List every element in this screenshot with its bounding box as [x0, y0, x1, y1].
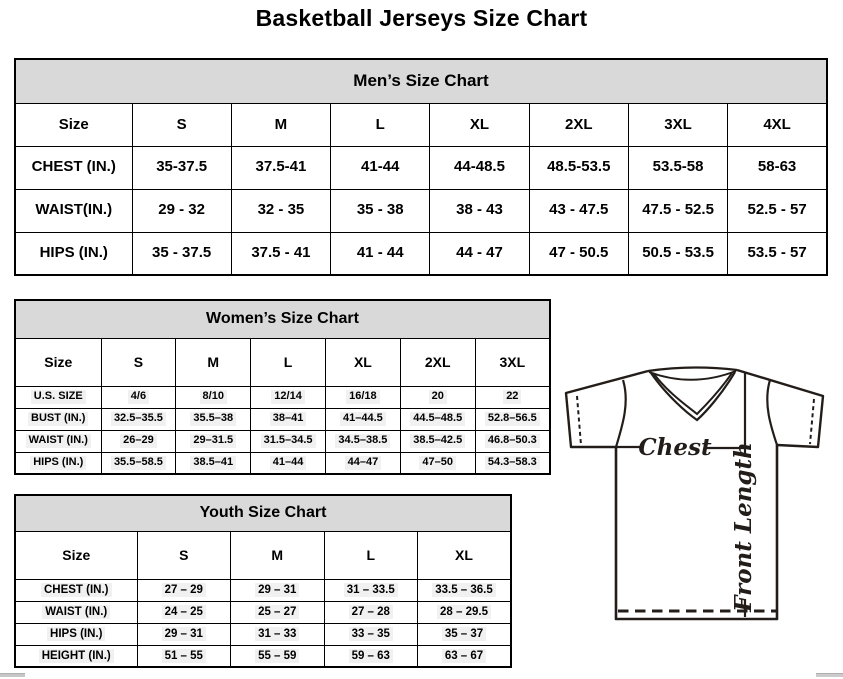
mens-size-cell: 35 - 38 [331, 189, 430, 232]
mens-column-header: M [231, 103, 330, 146]
youth-size-cell: 63 – 67 [418, 645, 512, 667]
mens-column-header: 4XL [728, 103, 827, 146]
womens-row-label: U.S. SIZE [15, 386, 101, 408]
youth-size-cell: 59 – 63 [324, 645, 418, 667]
youth-row-label: WAIST (IN.) [15, 601, 137, 623]
youth-size-cell: 35 – 37 [418, 623, 512, 645]
womens-size-cell: 41–44 [251, 452, 326, 474]
jersey-right-armhole-seam [767, 380, 777, 445]
mens-size-cell: 44-48.5 [430, 146, 529, 189]
youth-size-chart-section [14, 494, 512, 668]
jersey-collar-back-arc [649, 371, 736, 380]
jersey-collar-top-line [648, 367, 737, 371]
womens-table-title: Women’s Size Chart [15, 300, 550, 338]
womens-row-label: WAIST (IN.) [15, 430, 101, 452]
womens-size-cell: 44–47 [325, 452, 400, 474]
mens-size-cell: 50.5 - 53.5 [628, 232, 727, 275]
mens-size-cell: 35 - 37.5 [132, 232, 231, 275]
mens-size-cell: 44 - 47 [430, 232, 529, 275]
mens-row-label: WAIST(IN.) [15, 189, 132, 232]
womens-table-row [15, 408, 550, 430]
mens-size-cell: 47.5 - 52.5 [628, 189, 727, 232]
youth-column-header: Size [15, 531, 137, 579]
mens-size-cell: 38 - 43 [430, 189, 529, 232]
mens-table-title: Men’s Size Chart [15, 59, 827, 103]
mens-size-chart-section [14, 58, 828, 276]
youth-size-cell: 31 – 33.5 [324, 579, 418, 601]
youth-size-cell: 28 – 29.5 [418, 601, 512, 623]
womens-size-cell: 35.5–58.5 [101, 452, 176, 474]
jersey-left-armhole-seam [616, 380, 626, 447]
womens-size-cell: 22 [475, 386, 550, 408]
mens-table-row [15, 232, 827, 275]
womens-column-header: Size [15, 338, 101, 386]
womens-size-cell: 20 [400, 386, 475, 408]
womens-size-cell: 41–44.5 [325, 408, 400, 430]
youth-row-label: CHEST (IN.) [15, 579, 137, 601]
womens-size-cell: 16/18 [325, 386, 400, 408]
mens-size-cell: 41 - 44 [331, 232, 430, 275]
youth-column-header: L [324, 531, 418, 579]
mens-size-cell: 41-44 [331, 146, 430, 189]
womens-table-row [15, 386, 550, 408]
youth-table-row [15, 623, 511, 645]
womens-size-cell: 34.5–38.5 [325, 430, 400, 452]
mens-size-cell: 37.5 - 41 [231, 232, 330, 275]
womens-table-row [15, 430, 550, 452]
womens-size-cell: 47–50 [400, 452, 475, 474]
youth-size-cell: 24 – 25 [137, 601, 231, 623]
womens-size-cell: 38.5–42.5 [400, 430, 475, 452]
cropped-ui-fragment-left [0, 673, 25, 677]
mens-column-header: XL [430, 103, 529, 146]
mens-row-label: CHEST (IN.) [15, 146, 132, 189]
mens-size-cell: 47 - 50.5 [529, 232, 628, 275]
mens-table-row [15, 146, 827, 189]
mens-size-cell: 58-63 [728, 146, 827, 189]
mens-size-cell: 32 - 35 [231, 189, 330, 232]
womens-size-cell: 26–29 [101, 430, 176, 452]
youth-size-cell: 29 – 31 [137, 623, 231, 645]
mens-column-header: L [331, 103, 430, 146]
front-length-label: Front Length [730, 442, 757, 612]
womens-size-cell: 8/10 [176, 386, 251, 408]
womens-size-cell: 54.3–58.3 [475, 452, 550, 474]
mens-size-cell: 48.5-53.5 [529, 146, 628, 189]
womens-size-cell: 38–41 [251, 408, 326, 430]
youth-size-cell: 55 – 59 [231, 645, 325, 667]
mens-size-cell: 53.5-58 [628, 146, 727, 189]
jersey-left-sleeve-outline [566, 371, 648, 447]
womens-size-cell: 46.8–50.3 [475, 430, 550, 452]
womens-size-cell: 38.5–41 [176, 452, 251, 474]
jersey-right-cuff-dashed-line [810, 399, 814, 444]
womens-size-cell: 29–31.5 [176, 430, 251, 452]
womens-size-chart-section [14, 299, 551, 475]
mens-size-cell: 52.5 - 57 [728, 189, 827, 232]
womens-column-header: M [176, 338, 251, 386]
youth-size-cell: 51 – 55 [137, 645, 231, 667]
womens-size-cell: 44.5–48.5 [400, 408, 475, 430]
womens-column-header: XL [325, 338, 400, 386]
jersey-left-cuff-dashed-line [577, 396, 581, 445]
womens-size-cell: 31.5–34.5 [251, 430, 326, 452]
youth-row-label: HIPS (IN.) [15, 623, 137, 645]
jersey-measurement-diagram [552, 363, 843, 629]
youth-size-cell: 31 – 33 [231, 623, 325, 645]
mens-row-label: HIPS (IN.) [15, 232, 132, 275]
youth-size-cell: 27 – 28 [324, 601, 418, 623]
youth-table-row [15, 601, 511, 623]
womens-size-cell: 12/14 [251, 386, 326, 408]
youth-size-cell: 27 – 29 [137, 579, 231, 601]
mens-size-table [14, 58, 828, 276]
cropped-ui-fragment-right [816, 673, 843, 677]
page-title: Basketball Jerseys Size Chart [255, 5, 588, 31]
womens-size-cell: 35.5–38 [176, 408, 251, 430]
womens-column-header: 2XL [400, 338, 475, 386]
womens-size-cell: 52.8–56.5 [475, 408, 550, 430]
mens-size-cell: 43 - 47.5 [529, 189, 628, 232]
youth-column-header: S [137, 531, 231, 579]
youth-size-cell: 29 – 31 [231, 579, 325, 601]
mens-column-header: S [132, 103, 231, 146]
womens-row-label: HIPS (IN.) [15, 452, 101, 474]
youth-row-label: HEIGHT (IN.) [15, 645, 137, 667]
womens-table-row [15, 452, 550, 474]
youth-size-cell: 33.5 – 36.5 [418, 579, 512, 601]
womens-size-cell: 4/6 [101, 386, 176, 408]
womens-size-cell: 32.5–35.5 [101, 408, 176, 430]
youth-size-cell: 33 – 35 [324, 623, 418, 645]
womens-size-table [14, 299, 551, 475]
chest-label: Chest [638, 434, 712, 461]
mens-column-header: Size [15, 103, 132, 146]
youth-table-row [15, 645, 511, 667]
mens-column-header: 3XL [628, 103, 727, 146]
mens-size-cell: 53.5 - 57 [728, 232, 827, 275]
mens-size-cell: 29 - 32 [132, 189, 231, 232]
womens-column-header: S [101, 338, 176, 386]
womens-row-label: BUST (IN.) [15, 408, 101, 430]
mens-size-cell: 37.5-41 [231, 146, 330, 189]
youth-table-title: Youth Size Chart [15, 495, 511, 531]
mens-table-row [15, 189, 827, 232]
mens-column-header: 2XL [529, 103, 628, 146]
youth-size-cell: 25 – 27 [231, 601, 325, 623]
womens-column-header: L [251, 338, 326, 386]
mens-size-cell: 35-37.5 [132, 146, 231, 189]
youth-column-header: M [231, 531, 325, 579]
womens-column-header: 3XL [475, 338, 550, 386]
youth-size-table [14, 494, 512, 668]
youth-table-row [15, 579, 511, 601]
youth-column-header: XL [418, 531, 512, 579]
